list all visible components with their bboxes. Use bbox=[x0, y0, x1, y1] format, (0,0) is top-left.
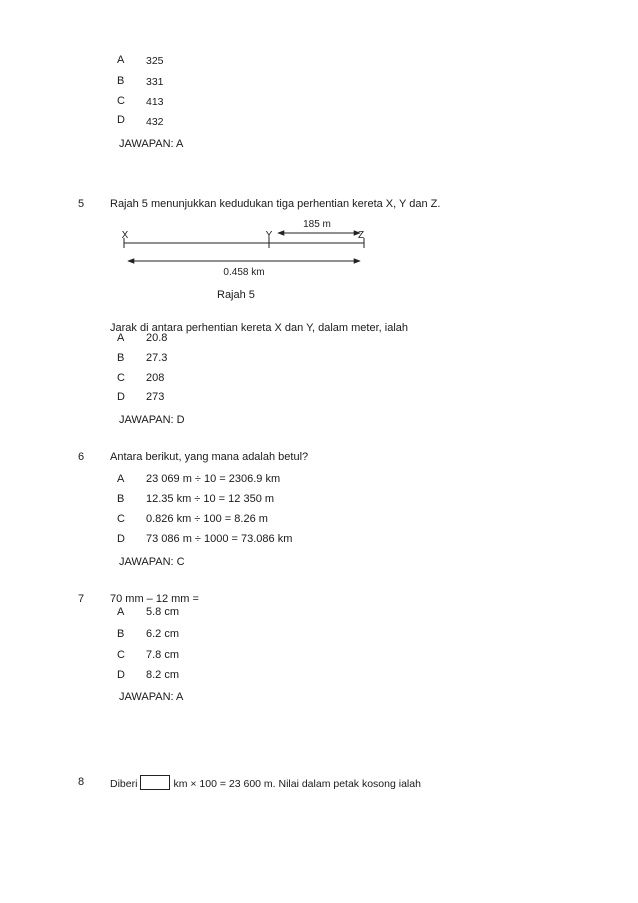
q4-option-a-letter: A bbox=[117, 54, 125, 66]
q7-option-a-text: 5.8 cm bbox=[146, 606, 180, 618]
q8-suffix: km × 100 = 23 600 m. Nilai dalam petak kosong ialah bbox=[173, 778, 421, 790]
q7-option-d-letter: D bbox=[117, 669, 125, 681]
q5-option-d-text: 273 bbox=[146, 391, 165, 403]
q5-option-c-text: 208 bbox=[146, 372, 165, 384]
q7-option-c-letter: C bbox=[117, 649, 125, 661]
q8-prefix: Diberi bbox=[110, 778, 138, 790]
q5-option-b-letter: B bbox=[117, 352, 125, 364]
q8-empty-box[interactable] bbox=[140, 775, 170, 790]
q4-option-b-text: 331 bbox=[146, 76, 164, 88]
q5-prompt: Jarak di antara perhentian kereta X dan Y, dalam meter, ialah bbox=[110, 322, 409, 334]
q5-answer: JAWAPAN: D bbox=[119, 414, 185, 426]
q6-option-b-letter: B bbox=[117, 493, 125, 505]
q5-option-b-text: 27.3 bbox=[146, 352, 168, 364]
q4-option-d-text: 432 bbox=[146, 116, 164, 128]
q7-option-d-text: 8.2 cm bbox=[146, 669, 180, 681]
q6-option-c-letter: C bbox=[117, 513, 125, 525]
q4-option-c-letter: C bbox=[117, 95, 125, 107]
q7-answer: JAWAPAN: A bbox=[119, 691, 184, 703]
q7-option-b-letter: B bbox=[117, 628, 125, 640]
q6-option-d-text: 73 086 m ÷ 1000 = 73.086 km bbox=[146, 533, 293, 545]
xz-distance-label: 0.458 km bbox=[223, 267, 265, 278]
q6-option-a-letter: A bbox=[117, 473, 125, 485]
q6-option-a-text: 23 069 m ÷ 10 = 2306.9 km bbox=[146, 473, 281, 485]
q8-number: 8 bbox=[78, 776, 85, 788]
q4-option-c-text: 413 bbox=[146, 96, 164, 108]
station-z-label: Z bbox=[357, 230, 365, 241]
yz-distance-label: 185 m bbox=[303, 219, 331, 230]
q5-question: Rajah 5 menunjukkan kedudukan tiga perhentian kereta X, Y dan Z. bbox=[110, 198, 441, 210]
q7-option-c-text: 7.8 cm bbox=[146, 649, 180, 661]
q7-question: 70 mm – 12 mm = bbox=[110, 593, 199, 605]
q4-option-b-letter: B bbox=[117, 75, 125, 87]
q6-answer: JAWAPAN: C bbox=[119, 556, 185, 568]
q7-number: 7 bbox=[78, 593, 85, 605]
q7-option-b-text: 6.2 cm bbox=[146, 628, 180, 640]
q5-option-a-text: 20.8 bbox=[146, 332, 168, 344]
q7-option-a-letter: A bbox=[117, 606, 125, 618]
q6-question: Antara berikut, yang mana adalah betul? bbox=[110, 451, 309, 463]
q5-option-c-letter: C bbox=[117, 372, 125, 384]
q4-option-d-letter: D bbox=[117, 114, 125, 126]
q6-option-c-text: 0.826 km ÷ 100 = 8.26 m bbox=[146, 513, 268, 525]
q6-option-b-text: 12.35 km ÷ 10 = 12 350 m bbox=[146, 493, 275, 505]
q4-answer: JAWAPAN: A bbox=[119, 138, 184, 150]
station-x-label: X bbox=[121, 230, 129, 241]
q5-option-a-letter: A bbox=[117, 332, 125, 344]
q4-option-a-text: 325 bbox=[146, 55, 164, 67]
q5-number: 5 bbox=[78, 198, 85, 210]
q5-option-d-letter: D bbox=[117, 391, 125, 403]
q6-number: 6 bbox=[78, 451, 85, 463]
q5-caption: Rajah 5 bbox=[217, 289, 255, 301]
station-y-label: Y bbox=[265, 230, 273, 241]
q8-statement bbox=[110, 775, 421, 790]
q6-option-d-letter: D bbox=[117, 533, 125, 545]
